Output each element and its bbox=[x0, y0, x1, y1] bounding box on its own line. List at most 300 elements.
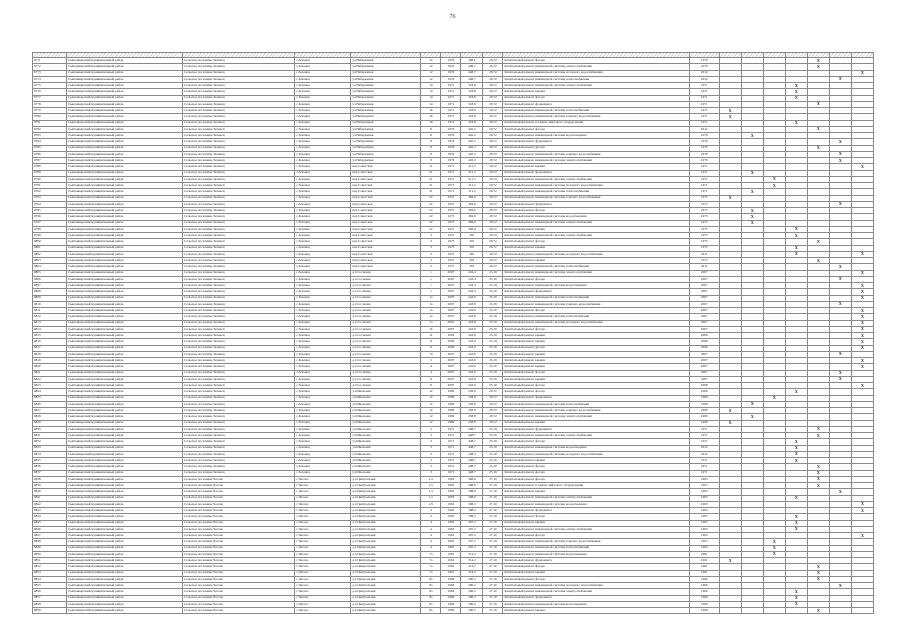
table-cell: с.Зеленец bbox=[295, 395, 351, 401]
table-cell: 16 bbox=[421, 108, 441, 114]
table-cell: 11 bbox=[421, 339, 441, 345]
table-cell: пер.Советская bbox=[351, 233, 421, 239]
table-cell: Сыктывкарский муниципальный район bbox=[67, 464, 183, 470]
table-cell-mark: X bbox=[785, 601, 807, 607]
table-cell: 311,2 bbox=[461, 164, 483, 170]
table-cell: ул.Школьная bbox=[351, 439, 421, 445]
table-cell-mark: X bbox=[851, 358, 873, 364]
table-cell: 258,8 bbox=[461, 401, 483, 407]
table-cell: 8 bbox=[421, 151, 441, 157]
table-cell: 27,10 bbox=[483, 601, 503, 607]
table-cell: с.Зеленец bbox=[295, 414, 351, 420]
table-cell: Сельское поселение Часово bbox=[183, 526, 295, 532]
table-cell: Сыктывкарский муниципальный район bbox=[67, 370, 183, 376]
table-cell: 2007 bbox=[441, 364, 461, 370]
table-cell: Капитальный ремонт крыши bbox=[503, 376, 689, 382]
table-cell: Сыктывкарский муниципальный район bbox=[67, 414, 183, 420]
table-cell: 243,8 bbox=[461, 314, 483, 320]
table-cell: 290,2 bbox=[461, 583, 483, 589]
table-cell: 318,8 bbox=[461, 114, 483, 120]
table-cell: 27,10 bbox=[483, 520, 503, 526]
table-cell: 6790 bbox=[33, 176, 67, 182]
table-cell: Сельское поселение Часово bbox=[183, 495, 295, 501]
table-cell: 6841 bbox=[33, 495, 67, 501]
table-cell: Сельское поселение Зеленец bbox=[183, 276, 295, 282]
table-cell: Капитальный ремонт фундамента bbox=[503, 595, 689, 601]
table-cell: 1963 bbox=[689, 489, 719, 495]
table-cell: Капитальный ремонт инженерной системы горячего водоснабжения bbox=[503, 151, 689, 157]
table-cell: 6791 bbox=[33, 183, 67, 189]
table-cell: с.Часово bbox=[295, 570, 351, 576]
table-cell: 6814 bbox=[33, 326, 67, 332]
table-cell: 12 bbox=[421, 58, 441, 64]
table-cell: Сельское поселение Зеленец bbox=[183, 64, 295, 70]
table-cell: 2007 bbox=[689, 376, 719, 382]
table-cell: 1971 bbox=[441, 120, 461, 126]
table-cell: 6810 bbox=[33, 301, 67, 307]
table-cell: 2007 bbox=[441, 301, 461, 307]
table-cell: 1976 bbox=[441, 76, 461, 82]
table-cell: 448,7 bbox=[461, 470, 483, 476]
table-cell: 1963 bbox=[689, 501, 719, 507]
table-cell: Сельское поселение Зеленец bbox=[183, 264, 295, 270]
table-cell: 1971 bbox=[441, 451, 461, 457]
table-cell: Капитальный ремонт инженерной системы горячего водоснабжения bbox=[503, 195, 689, 201]
table-cell: 1966 bbox=[441, 595, 461, 601]
table-cell: ул.Школьная bbox=[351, 470, 421, 476]
table-cell: 25,19 bbox=[483, 345, 503, 351]
table-cell-mark: X bbox=[829, 351, 851, 357]
table-cell: 1а bbox=[421, 301, 441, 307]
table-cell: Сельское поселение Часово bbox=[183, 570, 295, 576]
table-cell: ул.Школьная bbox=[351, 426, 421, 432]
table-cell: 1975 bbox=[689, 220, 719, 226]
table-cell: Капитальный ремонт инженерной системы теплоснабжения bbox=[503, 76, 689, 82]
table-cell: 1971 bbox=[689, 176, 719, 182]
table-cell: 25,19 bbox=[483, 358, 503, 364]
table-cell: 1966 bbox=[441, 583, 461, 589]
table-cell-mark bbox=[785, 608, 807, 614]
table-cell: Капитальный ремонт инженерной системы электроснабжения bbox=[503, 83, 689, 89]
table-cell: 6835 bbox=[33, 458, 67, 464]
table-cell-mark: X bbox=[785, 595, 807, 601]
table-cell: 1963 bbox=[441, 495, 461, 501]
table-cell: 243,6 bbox=[461, 351, 483, 357]
table-cell-mark: X bbox=[807, 126, 829, 132]
table-cell: 2007 bbox=[441, 370, 461, 376]
table-cell: 1971 bbox=[441, 433, 461, 439]
table-cell: Сельское поселение Зеленец bbox=[183, 333, 295, 339]
table-cell: 2011 bbox=[689, 264, 719, 270]
table-cell: ул.Набережная bbox=[351, 114, 421, 120]
table-cell: с.Зеленец bbox=[295, 70, 351, 76]
table-cell: 7а bbox=[421, 558, 441, 564]
table-cell: 308,2 bbox=[461, 501, 483, 507]
table-cell: 6839 bbox=[33, 483, 67, 489]
table-cell: Сельское поселение Зеленец bbox=[183, 326, 295, 332]
table-cell: Сыктывкарский муниципальный район bbox=[67, 520, 183, 526]
table-cell: д.4 Центральная bbox=[351, 589, 421, 595]
table-cell: Сельское поселение Зеленец bbox=[183, 389, 295, 395]
table-cell: 7а bbox=[421, 570, 441, 576]
table-cell: 1975 bbox=[441, 214, 461, 220]
table-cell: д.4 Сосновая bbox=[351, 351, 421, 357]
table-cell: 6833 bbox=[33, 445, 67, 451]
table-cell: ул.Набережная bbox=[351, 108, 421, 114]
table-cell: с.Зеленец bbox=[295, 314, 351, 320]
table-cell: 6775 bbox=[33, 83, 67, 89]
table-cell: 1975 bbox=[441, 195, 461, 201]
table-cell: ул.Школьная bbox=[351, 464, 421, 470]
table-cell: с.Часово bbox=[295, 545, 351, 551]
table-cell: 25,19 bbox=[483, 464, 503, 470]
table-cell: 4 bbox=[421, 520, 441, 526]
table-row bbox=[33, 608, 874, 614]
table-cell: Сельское поселение Часово bbox=[183, 576, 295, 582]
table-cell: 318,8 bbox=[461, 83, 483, 89]
table-cell-mark: X bbox=[851, 164, 873, 170]
table-cell: Сыктывкарский муниципальный район bbox=[67, 126, 183, 132]
table-cell-mark: X bbox=[785, 389, 807, 395]
table-cell: Сыктывкарский муниципальный район bbox=[67, 270, 183, 276]
table-cell: Сыктывкарский муниципальный район bbox=[67, 439, 183, 445]
table-cell: с.Зеленец bbox=[295, 114, 351, 120]
table-cell: 1 bbox=[421, 283, 441, 289]
table-cell: д.4 Центральная bbox=[351, 533, 421, 539]
table-cell: 25,19 bbox=[483, 383, 503, 389]
table-cell: ул.Набережная bbox=[351, 70, 421, 76]
table-cell: 27,10 bbox=[483, 533, 503, 539]
table-cell: Сыктывкарский муниципальный район bbox=[67, 345, 183, 351]
table-cell: 1961 bbox=[689, 558, 719, 564]
table-cell: 27,10 bbox=[483, 483, 503, 489]
table-cell: Сельское поселение Зеленец bbox=[183, 239, 295, 245]
table-cell: Капитальный ремонт фасада bbox=[503, 345, 689, 351]
table-cell: 1971 bbox=[689, 89, 719, 95]
table-cell: Сыктывкарский муниципальный район bbox=[67, 445, 183, 451]
table-cell-mark: X bbox=[807, 570, 829, 576]
table-cell: 25,19 bbox=[483, 295, 503, 301]
table-cell: 448,7 bbox=[461, 451, 483, 457]
table-cell: д.4 Центральная bbox=[351, 595, 421, 601]
table-cell: 25,19 bbox=[483, 458, 503, 464]
table-cell: 243,6 bbox=[461, 333, 483, 339]
table-cell: 29,72 bbox=[483, 76, 503, 82]
table-cell: с.Зеленец bbox=[295, 389, 351, 395]
table-cell: 3 bbox=[421, 426, 441, 432]
table-cell: Сельское поселение Часово bbox=[183, 583, 295, 589]
table-cell: с.Зеленец bbox=[295, 326, 351, 332]
table-cell: 2007 bbox=[689, 289, 719, 295]
table-cell: Капитальный ремонт фасада bbox=[503, 208, 689, 214]
table-cell: 14 bbox=[421, 83, 441, 89]
table-cell: Сыктывкарский муниципальный район bbox=[67, 433, 183, 439]
table-cell: Сельское поселение Зеленец bbox=[183, 214, 295, 220]
table-cell: Капитальный ремонт инженерной системы горячего водоснабжения bbox=[503, 114, 689, 120]
table-cell: 1969 bbox=[689, 408, 719, 414]
table-cell: Сыктывкарский муниципальный район bbox=[67, 351, 183, 357]
table-cell: 25,19 bbox=[483, 426, 503, 432]
table-cell: 29,72 bbox=[483, 89, 503, 95]
table-cell: Капитальный ремонт инженерной системы теплоснабжения bbox=[503, 108, 689, 114]
table-cell: 1969 bbox=[441, 408, 461, 414]
table-cell: Сельское поселение Зеленец bbox=[183, 208, 295, 214]
table-cell: с.Часово bbox=[295, 501, 351, 507]
table-cell: 14 bbox=[421, 101, 441, 107]
table-cell: 1971 bbox=[441, 470, 461, 476]
table-cell: Капитальный ремонт крыши bbox=[503, 226, 689, 232]
table-cell: 2007 bbox=[689, 301, 719, 307]
table-cell: 8а bbox=[421, 608, 441, 614]
table-cell: д.4 Центральная bbox=[351, 576, 421, 582]
table-cell: ул.Школьная bbox=[351, 414, 421, 420]
table-cell: 290,2 bbox=[461, 601, 483, 607]
table-cell: 318,8 bbox=[461, 95, 483, 101]
table-cell: 6809 bbox=[33, 295, 67, 301]
table-cell: 1961 bbox=[441, 558, 461, 564]
table-cell: 29,72 bbox=[483, 120, 503, 126]
table-cell: Сыктывкарский муниципальный район bbox=[67, 583, 183, 589]
table-cell: Капитальный ремонт инженерной системы электроснабжения bbox=[503, 233, 689, 239]
table-cell: 281 bbox=[461, 233, 483, 239]
table-cell: 2012 bbox=[689, 445, 719, 451]
table-cell: 6781 bbox=[33, 120, 67, 126]
table-cell: Сыктывкарский муниципальный район bbox=[67, 570, 183, 576]
table-cell: пер.Советская bbox=[351, 189, 421, 195]
table-cell: ул.Набережная bbox=[351, 158, 421, 164]
table-cell: Сыктывкарский муниципальный район bbox=[67, 70, 183, 76]
table-cell-mark: X bbox=[851, 308, 873, 314]
table-cell: д.4 Центральная bbox=[351, 476, 421, 482]
table-cell: 4 bbox=[421, 533, 441, 539]
table-cell: 1963 bbox=[689, 508, 719, 514]
table-cell: 6822 bbox=[33, 376, 67, 382]
table-cell: 27,10 bbox=[483, 508, 503, 514]
table-cell: 3 bbox=[421, 451, 441, 457]
table-cell: 6784 bbox=[33, 139, 67, 145]
table-cell-mark: X bbox=[807, 464, 829, 470]
table-cell: д.4 Центральная bbox=[351, 526, 421, 532]
table-cell: с.Часово bbox=[295, 533, 351, 539]
table-cell: 3 bbox=[421, 458, 441, 464]
table-cell: ул.Набережная bbox=[351, 76, 421, 82]
table-cell: 2007 bbox=[441, 314, 461, 320]
table-cell: Сельское поселение Зеленец bbox=[183, 270, 295, 276]
table-cell: Сельское поселение Зеленец bbox=[183, 83, 295, 89]
table-cell: 284,6 bbox=[461, 226, 483, 232]
table-cell: д.4 Сосновая bbox=[351, 370, 421, 376]
table-cell: 297,2 bbox=[461, 520, 483, 526]
table-cell: с.Зеленец bbox=[295, 214, 351, 220]
table-body bbox=[33, 53, 874, 614]
table-cell: с.Часово bbox=[295, 476, 351, 482]
table-cell: 2007 bbox=[689, 370, 719, 376]
table-cell: 1971 bbox=[689, 439, 719, 445]
table-cell: Сыктывкарский муниципальный район bbox=[67, 289, 183, 295]
table-cell: с.Часово bbox=[295, 583, 351, 589]
table-cell: 6851 bbox=[33, 558, 67, 564]
table-cell: с.Зеленец bbox=[295, 120, 351, 126]
table-cell: Капитальный ремонт фасада bbox=[503, 145, 689, 151]
table-cell: 1969 bbox=[689, 395, 719, 401]
table-cell: Сыктывкарский муниципальный район bbox=[67, 383, 183, 389]
table-cell: 12 bbox=[421, 70, 441, 76]
table-cell: Капитальный ремонт инженерной системы горячего водоснабжения bbox=[503, 539, 689, 545]
table-cell: 6808 bbox=[33, 289, 67, 295]
table-cell: 2006 bbox=[441, 333, 461, 339]
table-cell: 290,2 bbox=[461, 608, 483, 614]
table-cell: Капитальный ремонт крыши bbox=[503, 520, 689, 526]
table-cell: 14 bbox=[421, 95, 441, 101]
table-cell: 1971 bbox=[689, 83, 719, 89]
table-cell: Сыктывкарский муниципальный район bbox=[67, 120, 183, 126]
table-cell: 6811 bbox=[33, 308, 67, 314]
table-cell: Капитальный ремонт инженерной системы теплоснабжения bbox=[503, 264, 689, 270]
table-cell: Капитальный ремонт фундамента bbox=[503, 170, 689, 176]
table-cell: 11 bbox=[421, 345, 441, 351]
table-cell: 281 bbox=[461, 245, 483, 251]
table-cell: д.4 Центральная bbox=[351, 520, 421, 526]
table-cell-mark: X bbox=[851, 333, 873, 339]
table-cell: с.Зеленец bbox=[295, 89, 351, 95]
table-cell: пер.Советская bbox=[351, 214, 421, 220]
table-cell: 27,10 bbox=[483, 564, 503, 570]
table-cell: 27,10 bbox=[483, 608, 503, 614]
table-cell: ул.Школьная bbox=[351, 433, 421, 439]
table-cell: 1а bbox=[421, 295, 441, 301]
table-cell: 6840 bbox=[33, 489, 67, 495]
table-cell: Сельское поселение Зеленец bbox=[183, 414, 295, 420]
table-cell: д.4 Сосновая bbox=[351, 270, 421, 276]
table-cell: 243,8 bbox=[461, 326, 483, 332]
table-cell: Сыктывкарский муниципальный район bbox=[67, 320, 183, 326]
table-cell: с.Зеленец bbox=[295, 108, 351, 114]
table-cell: 2011 bbox=[689, 251, 719, 257]
table-cell: 25,19 bbox=[483, 320, 503, 326]
table-cell: 6817 bbox=[33, 345, 67, 351]
table-cell: 1969 bbox=[441, 420, 461, 426]
table-cell: 318,8 bbox=[461, 108, 483, 114]
table-cell-mark: X bbox=[785, 445, 807, 451]
table-cell: Сельское поселение Часово bbox=[183, 608, 295, 614]
table-cell: Сыктывкарский муниципальный район bbox=[67, 158, 183, 164]
table-cell: с.Зеленец bbox=[295, 83, 351, 89]
table-cell: Сельское поселение Зеленец bbox=[183, 376, 295, 382]
table-cell: 27,10 bbox=[483, 558, 503, 564]
table-cell: 25,19 bbox=[483, 283, 503, 289]
table-cell-mark: X bbox=[851, 326, 873, 332]
table-cell: с.Зеленец bbox=[295, 308, 351, 314]
table-cell: 27,10 bbox=[483, 495, 503, 501]
table-cell-mark: X bbox=[851, 533, 873, 539]
table-cell: 6816 bbox=[33, 339, 67, 345]
table-cell: 1976 bbox=[441, 145, 461, 151]
table-cell: с.Зеленец bbox=[295, 183, 351, 189]
table-cell: 4 bbox=[421, 539, 441, 545]
table-cell: 308,6 bbox=[461, 489, 483, 495]
table-cell: д.4 Центральная bbox=[351, 583, 421, 589]
table-cell: 25,19 bbox=[483, 301, 503, 307]
table-cell: Сыктывкарский муниципальный район bbox=[67, 358, 183, 364]
table-cell: Капитальный ремонт инженерной системы водоотведения bbox=[503, 133, 689, 139]
table-cell: 1976 bbox=[441, 64, 461, 70]
table-cell: Сельское поселение Зеленец bbox=[183, 289, 295, 295]
table-cell: д.4 Центральная bbox=[351, 539, 421, 545]
table-cell-mark: X bbox=[807, 64, 829, 70]
table-cell: 243,4 bbox=[461, 289, 483, 295]
table-cell: 284,6 bbox=[461, 195, 483, 201]
table-cell: 21 bbox=[421, 183, 441, 189]
table-cell: 6853 bbox=[33, 570, 67, 576]
table-cell: 1975 bbox=[689, 195, 719, 201]
table-cell: 25,19 bbox=[483, 445, 503, 451]
table-cell: 3 bbox=[421, 470, 441, 476]
table-cell: 6795 bbox=[33, 208, 67, 214]
table-cell: 6785 bbox=[33, 145, 67, 151]
table-cell: 1971 bbox=[689, 120, 719, 126]
table-cell-mark: X bbox=[719, 108, 741, 114]
table-cell: с.Зеленец bbox=[295, 401, 351, 407]
table-cell-mark: X bbox=[785, 245, 807, 251]
table-cell: 448,7 bbox=[461, 464, 483, 470]
table-cell: Сыктывкарский муниципальный район bbox=[67, 220, 183, 226]
table-cell: Сыктывкарский муниципальный район bbox=[67, 470, 183, 476]
table-cell: 12 bbox=[421, 408, 441, 414]
table-cell: Сельское поселение Зеленец bbox=[183, 439, 295, 445]
table-cell: Сельское поселение Зеленец bbox=[183, 120, 295, 126]
table-cell: Капитальный ремонт крыши bbox=[503, 489, 689, 495]
table-cell: 6788 bbox=[33, 164, 67, 170]
table-cell-mark: X bbox=[829, 151, 851, 157]
table-cell-mark: X bbox=[851, 70, 873, 76]
table-cell: Сельское поселение Зеленец bbox=[183, 220, 295, 226]
table-cell: с.Часово bbox=[295, 589, 351, 595]
table-cell: с.Зеленец bbox=[295, 345, 351, 351]
table-cell: 8 bbox=[421, 145, 441, 151]
table-cell: 1976 bbox=[689, 151, 719, 157]
table-cell: 6778 bbox=[33, 101, 67, 107]
table-cell: 29,72 bbox=[483, 139, 503, 145]
table-cell: Сельское поселение Зеленец bbox=[183, 345, 295, 351]
table-cell: Сыктывкарский муниципальный район bbox=[67, 364, 183, 370]
table-cell: Сельское поселение Зеленец bbox=[183, 433, 295, 439]
table-cell: 14 bbox=[421, 89, 441, 95]
table-cell: 1971 bbox=[441, 89, 461, 95]
table-cell: Сыктывкарский муниципальный район bbox=[67, 376, 183, 382]
table-cell-mark: X bbox=[807, 476, 829, 482]
table-cell: 22 bbox=[421, 208, 441, 214]
table-cell: 1976 bbox=[441, 139, 461, 145]
table-cell: 8а bbox=[421, 595, 441, 601]
table-cell: 1961 bbox=[441, 564, 461, 570]
table-cell: с.Зеленец bbox=[295, 133, 351, 139]
table-cell: с.Зеленец bbox=[295, 233, 351, 239]
table-cell: Сыктывкарский муниципальный район bbox=[67, 83, 183, 89]
table-cell: 3 bbox=[421, 233, 441, 239]
table-cell: пер.Советская bbox=[351, 195, 421, 201]
table-cell-mark: X bbox=[741, 133, 763, 139]
table-cell: 6843 bbox=[33, 508, 67, 514]
table-cell: д.4 Центральная bbox=[351, 601, 421, 607]
table-cell: 27,10 bbox=[483, 551, 503, 557]
table-cell: Сельское поселение Зеленец bbox=[183, 295, 295, 301]
table-cell: 6827 bbox=[33, 408, 67, 414]
table-cell: Капитальный ремонт инженерной системы электроснабжения bbox=[503, 158, 689, 164]
table-cell: с.Зеленец bbox=[295, 195, 351, 201]
table-cell-mark: X bbox=[807, 58, 829, 64]
table-cell: 1963 bbox=[689, 514, 719, 520]
table-cell: 6836 bbox=[33, 464, 67, 470]
